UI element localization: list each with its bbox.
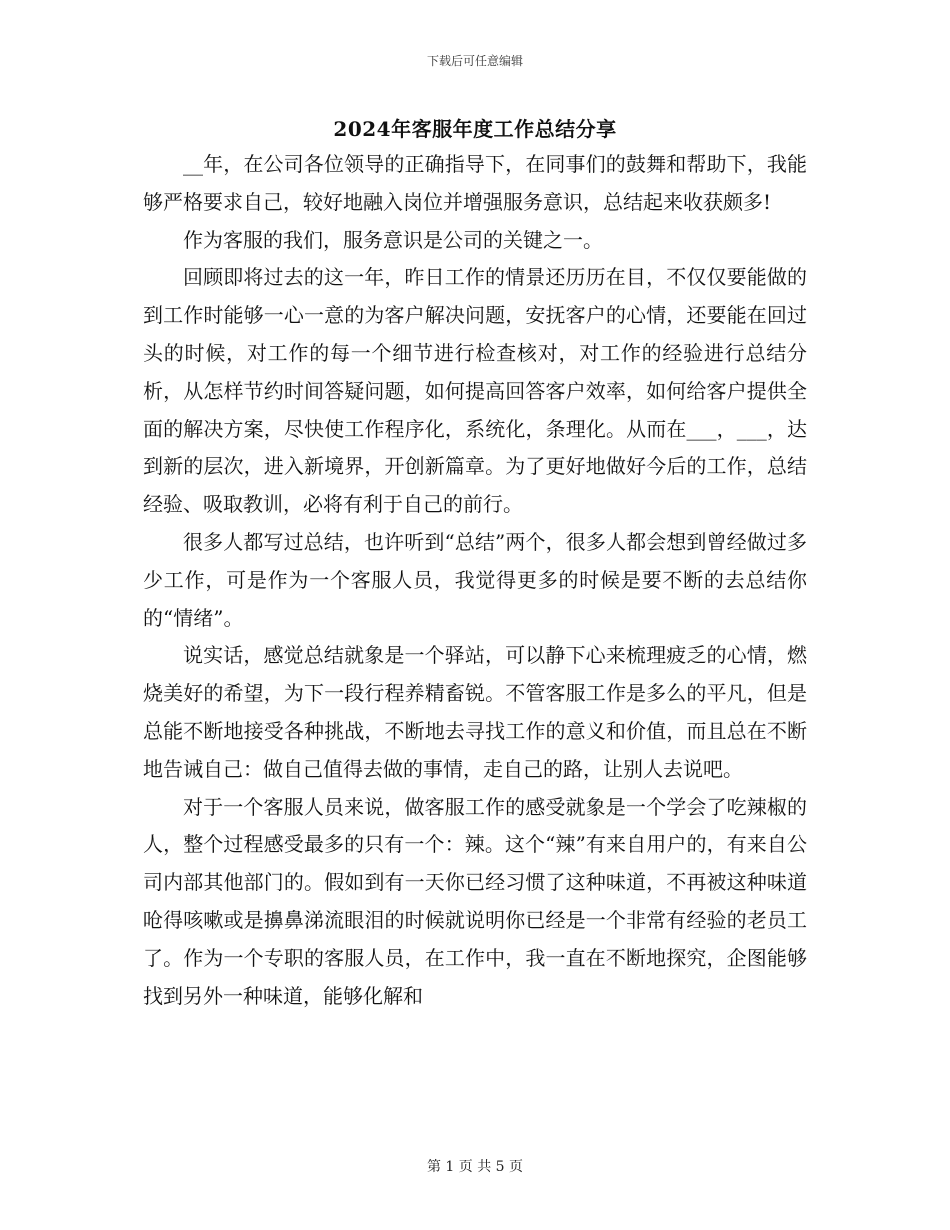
document-title: 2024年客服年度工作总结分享 bbox=[333, 117, 617, 141]
page-header-note: 下载后可任意编辑 bbox=[426, 54, 523, 68]
paragraph-5: 说实话，感觉总结就象是一个驿站，可以静下心来梳理疲乏的心情，燃烧美好的希望，为下一段行程养精畜锐。不管客服工作是多么的平凡，但是总能不断地接受各种挑战，不断地去寻找工作的意义和价值，而且总在不断地告诫自己：做自己值得去做的事情，走自己的路，让别人去说吧。 bbox=[143, 643, 807, 781]
document-body bbox=[143, 146, 807, 1015]
paragraph-3: 回顾即将过去的这一年，昨日工作的情景还历历在目，不仅仅要能做的到工作时能够一心一意的为客户解决问题，安抚客户的心情，还要能在回过头的时候，对工作的每一个细节进行检查核对，对工作的经验进行总结分析，从怎样节约时间答疑问题，如何提高回答客户效率，如何给客户提供全面的解决方案，尽快使工作程序化，系统化，条理化。从而在___，___，达到新的层次，进入新境界，开创新篇章。为了更好地做好今后的工作，总结经验、吸取教训，必将有利于自己的前行。 bbox=[143, 265, 807, 517]
paragraph-4: 很多人都写过总结，也许听到“总结”两个，很多人都会想到曾经做过多少工作，可是作为一个客服人员，我觉得更多的时候是要不断的去总结你的“情绪”。 bbox=[143, 529, 807, 630]
paragraph-1: __年，在公司各位领导的正确指导下，在同事们的鼓舞和帮助下，我能够严格要求自己，较好地融入岗位并增强服务意识，总结起来收获颇多! bbox=[143, 152, 807, 214]
paragraph-2: 作为客服的我们，服务意识是公司的关键之一。 bbox=[183, 227, 603, 252]
page-number-footer: 第 1 页 共 5 页 bbox=[426, 1159, 524, 1175]
paragraph-6: 对于一个客服人员来说，做客服工作的感受就象是一个学会了吃辣椒的人，整个过程感受最多的只有一个：辣。这个“辣”有来自用户的，有来自公司内部其他部门的。假如到有一天你已经习惯了这种味道，不再被这种味道呛得咳嗽或是擤鼻涕流眼泪的时候就说明你已经是一个非常有经验的老员工了。作为一个专职的客服人员，在工作中，我一直在不断地探究，企图能够找到另外一种味道，能够化解和 bbox=[143, 794, 807, 1008]
